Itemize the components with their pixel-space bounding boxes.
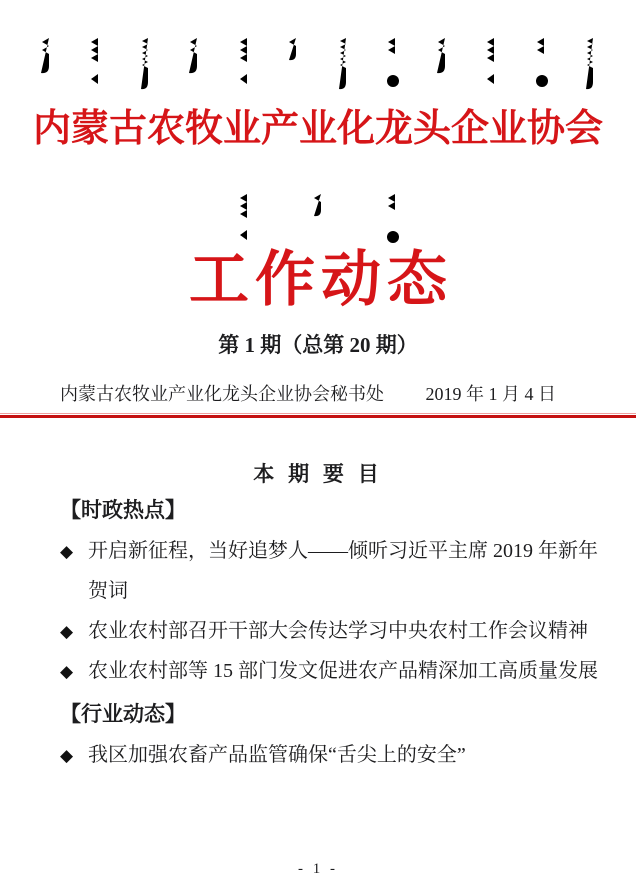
mongolian-script-word-icon <box>434 36 450 76</box>
diamond-bullet-icon: ◆ <box>60 541 74 561</box>
divider-thin-line <box>0 413 636 414</box>
toc-item-text: 农业农村部召开干部大会传达学习中央农村工作会议精神 <box>88 619 588 642</box>
mongolian-script-word-icon <box>285 36 301 62</box>
section-heading-industry: 【行业动态】 <box>60 702 186 726</box>
mongolian-script-word-icon <box>87 36 103 86</box>
diamond-bullet-icon: ◆ <box>60 745 74 765</box>
diamond-bullet-icon: ◆ <box>60 661 74 681</box>
diamond-bullet-icon: ◆ <box>60 621 74 641</box>
mongolian-banner-middle <box>0 192 636 246</box>
publish-date: 2019 年 1 月 4 日 <box>425 383 556 404</box>
toc-item-text: 农业农村部等 15 部门发文促进农产品精深加工高质量发展 <box>88 659 598 682</box>
mongolian-script-word-icon <box>236 36 252 86</box>
mongolian-script-word-icon <box>310 192 326 218</box>
publisher-name: 内蒙古农牧业产业化龙头企业协会秘书处 <box>60 383 384 404</box>
toc-body <box>0 463 636 775</box>
mongolian-script-word-icon <box>384 192 400 244</box>
mongolian-script-word-icon <box>335 36 351 92</box>
divider-thick-line <box>0 415 636 418</box>
toc-item-text: 开启新征程，当好追梦人——倾听习近平主席 2019 年新年贺词 <box>88 539 598 602</box>
mongolian-script-word-icon <box>38 36 54 76</box>
org-title: 内蒙古农牧业产业化龙头企业协会 <box>32 108 603 150</box>
mongolian-script-word-icon <box>533 36 549 88</box>
toc-title: 本 期 要 目 <box>253 462 383 486</box>
mongolian-script-word-icon <box>582 36 598 92</box>
publisher-line <box>0 384 636 404</box>
mongolian-script-word-icon <box>236 192 252 242</box>
toc-item <box>60 611 606 651</box>
page-number: - 1 - <box>298 861 338 877</box>
mongolian-banner-top <box>38 36 598 94</box>
toc-item <box>60 651 606 691</box>
mongolian-script-word-icon <box>137 36 153 92</box>
bulletin-title: 工作动态 <box>189 246 453 313</box>
mongolian-script-word-icon <box>186 36 202 76</box>
toc-item <box>60 531 606 611</box>
issue-line: 第 1 期（总第 20 期） <box>218 332 418 357</box>
red-divider <box>0 413 636 418</box>
toc-item <box>60 735 606 775</box>
section-heading-politics: 【时政热点】 <box>60 498 186 522</box>
toc-item-text: 我区加强农畜产品监管确保“舌尖上的安全” <box>88 743 466 766</box>
mongolian-script-word-icon <box>384 36 400 88</box>
mongolian-script-word-icon <box>483 36 499 86</box>
